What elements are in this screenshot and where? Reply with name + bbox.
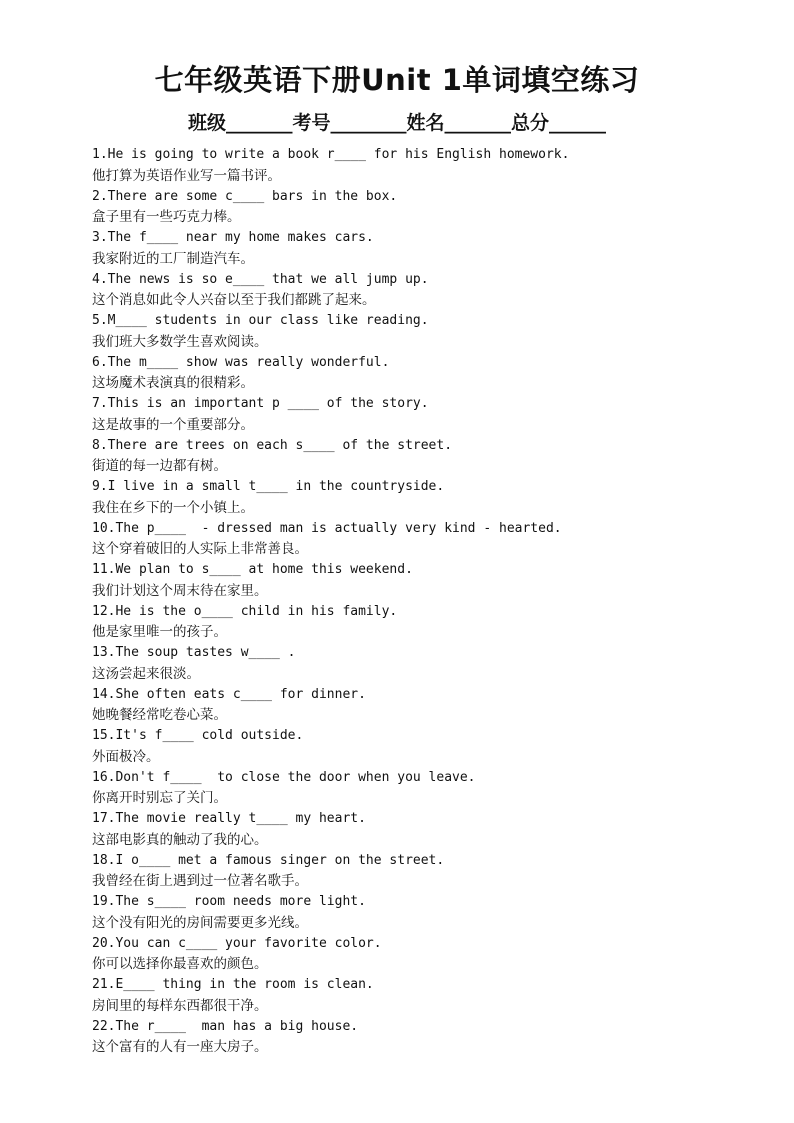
exercise-translation: 他打算为英语作业写一篇书评。 bbox=[92, 167, 281, 184]
exercise-item bbox=[92, 519, 752, 561]
exercise-item bbox=[92, 394, 752, 436]
exercise-translation: 这是故事的一个重要部分。 bbox=[92, 416, 254, 433]
exercise-sentence: 8.There are trees on each s____ of the street. bbox=[92, 437, 453, 453]
exercise-item bbox=[92, 228, 752, 270]
exercise-translation: 我们班大多数学生喜欢阅读。 bbox=[92, 333, 268, 350]
exercise-translation: 我家附近的工厂制造汽车。 bbox=[92, 250, 254, 267]
exercise-item bbox=[92, 353, 752, 395]
exercise-item bbox=[92, 187, 752, 229]
exercise-sentence: 16.Don't f____ to close the door when you leave. bbox=[92, 769, 476, 785]
exercise-translation: 这个消息如此令人兴奋以至于我们都跳了起来。 bbox=[92, 292, 376, 308]
exercise-sentence: 15.It's f____ cold outside. bbox=[92, 728, 304, 743]
exercise-sentence: 3.The f____ near my home makes cars. bbox=[92, 230, 374, 245]
exercise-translation: 这个没有阳光的房间需要更多光线。 bbox=[92, 914, 308, 931]
exercise-translation: 这汤尝起来很淡。 bbox=[92, 665, 200, 682]
exercise-sentence: 18.I o____ met a famous singer on the street. bbox=[92, 852, 445, 868]
exercise-sentence: 12.He is the o____ child in his family. bbox=[92, 603, 398, 619]
exercise-list bbox=[92, 145, 752, 1058]
exercise-sentence: 17.The movie really t____ my heart. bbox=[92, 811, 366, 826]
exercise-item bbox=[92, 602, 752, 644]
exercise-item bbox=[92, 685, 752, 727]
exercise-translation: 这场魔术表演真的很精彩。 bbox=[92, 375, 254, 391]
exercise-translation: 盒子里有一些巧克力棒。 bbox=[92, 209, 241, 225]
exercise-item bbox=[92, 145, 752, 187]
exercise-sentence: 11.We plan to s____ at home this weekend. bbox=[92, 562, 413, 577]
exercise-sentence: 2.There are some c____ bars in the box. bbox=[92, 188, 398, 204]
exercise-item bbox=[92, 892, 752, 934]
exercise-item bbox=[92, 436, 752, 478]
exercise-translation: 这个穿着破旧的人实际上非常善良。 bbox=[92, 541, 308, 557]
exercise-sentence: 13.The soup tastes w____ . bbox=[92, 645, 296, 660]
exercise-item bbox=[92, 726, 752, 768]
exercise-translation: 她晚餐经常吃卷心菜。 bbox=[92, 707, 227, 723]
exercise-translation: 街道的每一边都有树。 bbox=[92, 458, 227, 474]
exercise-translation: 我们计划这个周末待在家里。 bbox=[92, 582, 268, 599]
exercise-item bbox=[92, 934, 752, 976]
exercise-sentence: 5.M____ students in our class like reading. bbox=[92, 313, 429, 328]
exercise-translation: 你可以选择你最喜欢的颜色。 bbox=[92, 956, 268, 972]
exercise-item bbox=[92, 768, 752, 810]
exercise-translation: 我曾经在街上遇到过一位著名歌手。 bbox=[92, 873, 308, 889]
exercise-translation: 我住在乡下的一个小镇上。 bbox=[92, 499, 254, 516]
student-info-line: 班级_______考号________姓名_______总分______ bbox=[187, 112, 606, 134]
exercise-translation: 外面极冷。 bbox=[92, 748, 160, 765]
exercise-sentence: 10.The p____ - dressed man is actually very kind - hearted. bbox=[92, 520, 562, 536]
exercise-item bbox=[92, 975, 752, 1017]
exercise-translation: 你离开时别忘了关门。 bbox=[92, 790, 227, 806]
exercise-item bbox=[92, 560, 752, 602]
exercise-item bbox=[92, 851, 752, 893]
exercise-sentence: 1.He is going to write a book r____ for his English homework. bbox=[92, 147, 570, 162]
exercise-sentence: 22.The r____ man has a big house. bbox=[92, 1018, 359, 1034]
exercise-translation: 这部电影真的触动了我的心。 bbox=[92, 831, 268, 848]
page-title: 七年级英语下册Unit 1单词填空练习 bbox=[154, 63, 640, 97]
exercise-item bbox=[92, 1017, 752, 1059]
exercise-sentence: 7.This is an important p ____ of the story. bbox=[92, 396, 429, 411]
exercise-item bbox=[92, 270, 752, 312]
exercise-sentence: 6.The m____ show was really wonderful. bbox=[92, 354, 390, 370]
exercise-translation: 房间里的每样东西都很干净。 bbox=[92, 997, 268, 1014]
exercise-sentence: 20.You can c____ your favorite color. bbox=[92, 935, 382, 951]
exercise-item bbox=[92, 643, 752, 685]
exercise-item bbox=[92, 477, 752, 519]
exercise-sentence: 21.E____ thing in the room is clean. bbox=[92, 977, 374, 992]
exercise-translation: 这个富有的人有一座大房子。 bbox=[92, 1039, 268, 1055]
exercise-sentence: 14.She often eats c____ for dinner. bbox=[92, 686, 366, 702]
exercise-item bbox=[92, 809, 752, 851]
exercise-sentence: 9.I live in a small t____ in the countryside. bbox=[92, 479, 445, 494]
exercise-sentence: 19.The s____ room needs more light. bbox=[92, 894, 366, 909]
exercise-translation: 他是家里唯一的孩子。 bbox=[92, 624, 227, 640]
exercise-sentence: 4.The news is so e____ that we all jump up. bbox=[92, 271, 429, 287]
exercise-item bbox=[92, 311, 752, 353]
